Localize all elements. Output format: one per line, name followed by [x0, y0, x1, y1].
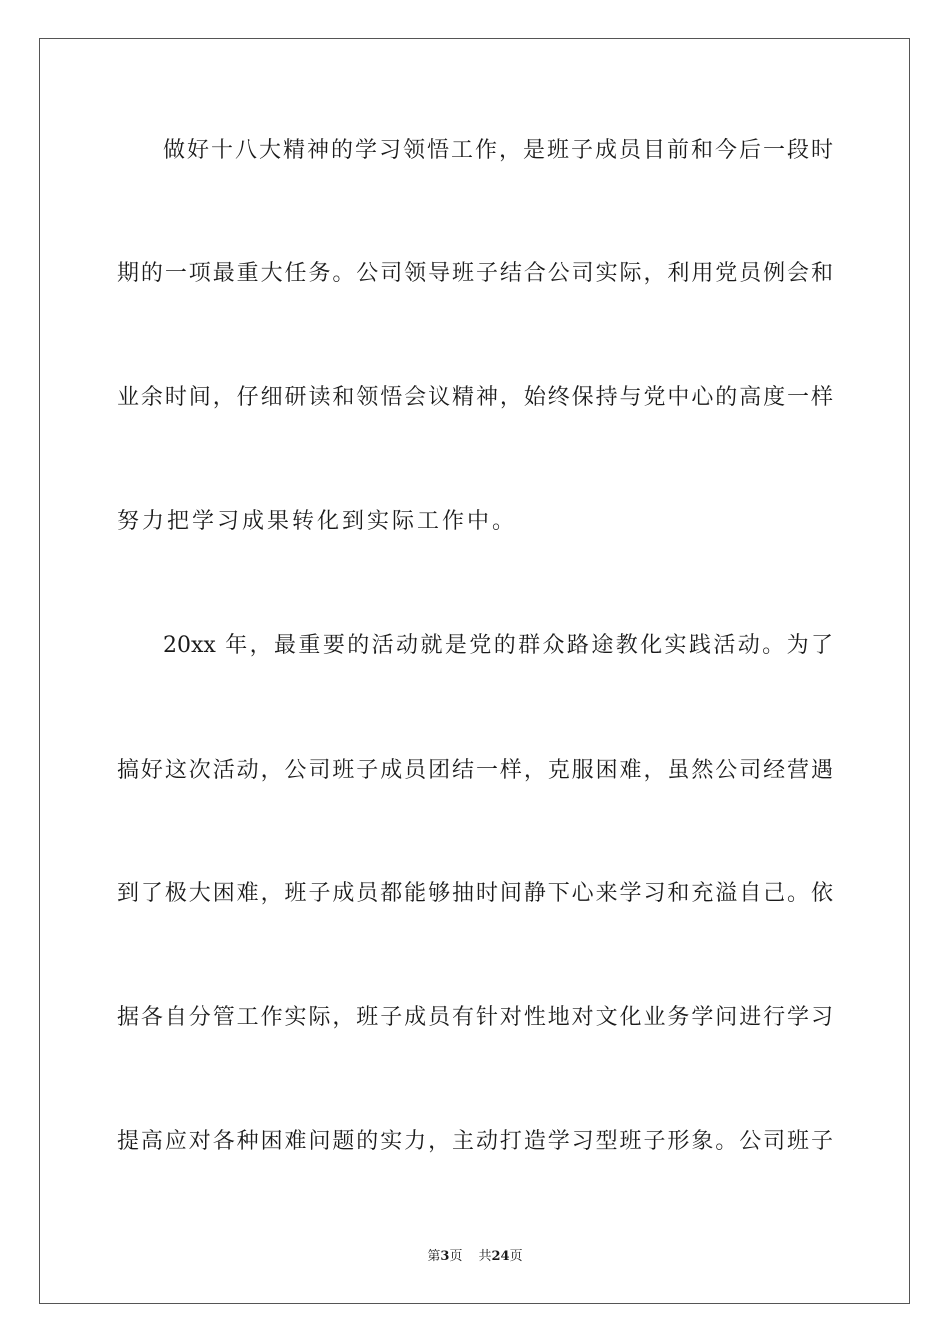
paragraph-2-line-1: 20xx 年，最重要的活动就是党的群众路途教化实践活动。为了	[163, 633, 833, 658]
paragraph-1-line-2: 期的一项最重大任务。公司领导班子结合公司实际，利用党员例会和	[117, 261, 833, 286]
paragraph-1-line-4: 努力把学习成果转化到实际工作中。	[117, 509, 518, 534]
total-pages-number: 24	[491, 1249, 510, 1264]
paragraph-1-line-1: 做好十八大精神的学习领悟工作，是班子成员目前和今后一段时	[163, 138, 833, 163]
paragraph-2-line-5: 提高应对各种困难问题的实力，主动打造学习型班子形象。公司班子	[117, 1129, 833, 1154]
page-footer	[0, 1248, 950, 1266]
paragraph-2-line-3: 到了极大困难，班子成员都能够抽时间静下心来学习和充溢自己。依	[117, 881, 833, 906]
current-page-number: 3	[440, 1249, 450, 1264]
footer-total-prefix: 共	[478, 1249, 492, 1264]
footer-total-suffix: 页	[509, 1249, 523, 1264]
footer-page-suffix: 页	[449, 1249, 463, 1264]
paragraph-1-line-3: 业余时间，仔细研读和领悟会议精神，始终保持与党中心的高度一样	[117, 385, 833, 410]
footer-prefix: 第	[427, 1249, 441, 1264]
paragraph-2-line-4: 据各自分管工作实际，班子成员有针对性地对文化业务学问进行学习	[117, 1005, 833, 1030]
page-border	[39, 38, 910, 1304]
paragraph-2-line-2: 搞好这次活动，公司班子成员团结一样，克服困难，虽然公司经营遇	[117, 758, 833, 783]
